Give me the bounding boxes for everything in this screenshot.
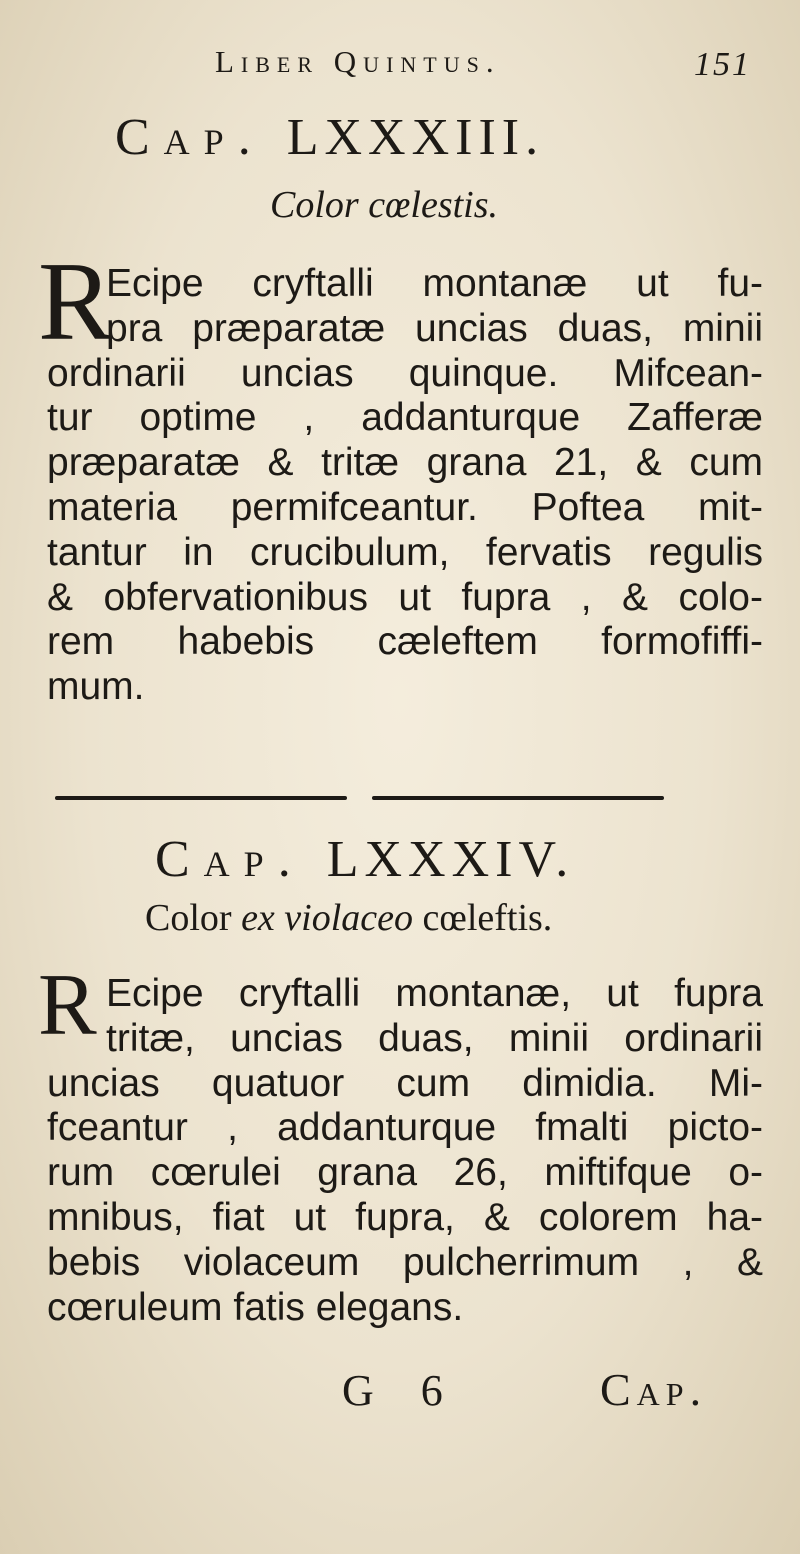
chapter-heading-84 xyxy=(155,830,574,889)
text-line: rem habebis cæleftem formofiffi- xyxy=(47,620,763,664)
subtitle-part: cœleftis. xyxy=(413,897,553,939)
drop-cap: R xyxy=(38,240,113,364)
text-line: Ecipe cryftalli montanæ, ut fupra xyxy=(106,972,763,1015)
chapter-number: LXXXIII. xyxy=(286,109,545,166)
text-line: materia permifceantur. Poftea mit- xyxy=(47,485,763,529)
chapter-number: LXXXIV. xyxy=(326,831,575,888)
text-line: præparatæ & tritæ grana 21, & cum xyxy=(47,441,763,485)
catchword: Cap. xyxy=(600,1364,708,1415)
signature-mark: G 6 xyxy=(342,1366,461,1415)
text-line: bebis violaceum pulcherrimum , & xyxy=(47,1240,763,1284)
chapter-text-84 xyxy=(47,972,763,1330)
text-line: uncias quatuor cum dimidia. Mi- xyxy=(47,1061,763,1105)
text-line: & obfervationibus ut fupra , & colo- xyxy=(47,575,763,619)
divider-rule-left xyxy=(55,796,347,800)
chapter-word: Cap. xyxy=(155,831,305,888)
drop-cap: R xyxy=(38,957,97,1054)
chapter-text-83 xyxy=(47,262,763,710)
chapter-word: Cap. xyxy=(115,109,265,166)
text-line: cœruleum fatis elegans. xyxy=(47,1285,464,1329)
text-line: mum. xyxy=(47,665,145,709)
text-line: fceantur , addanturque fmalti pictο- xyxy=(47,1106,763,1150)
text-line: Ecipe cryftalli montanæ ut fu- xyxy=(106,262,763,305)
page-number: 151 xyxy=(694,46,751,83)
chapter-heading-83 xyxy=(115,108,544,167)
text-line: rum cœrulei grana 26, miftifque o- xyxy=(47,1151,763,1195)
subtitle-part: Color xyxy=(145,897,242,939)
text-line: mnibus, fiat ut fupra, & colorem ha- xyxy=(47,1195,763,1239)
text-line: ordinarii uncias quinque. Mifcean- xyxy=(47,351,763,395)
text-line: tur optime , addanturque Zafferæ xyxy=(47,396,763,440)
text-line: tantur in crucibulum, fervatis regulis xyxy=(47,530,763,574)
text-line: tritæ, uncias duas, minii ordinarii xyxy=(106,1016,763,1060)
text-line: pra præparatæ uncias duas, minii xyxy=(106,306,763,350)
chapter-subtitle: Color cœlestis. xyxy=(270,184,499,226)
running-title: Liber Quintus. xyxy=(215,44,501,79)
subtitle-italic-part: ex violaceo xyxy=(241,897,414,939)
divider-rule-right xyxy=(372,796,664,800)
chapter-subtitle xyxy=(145,896,552,940)
